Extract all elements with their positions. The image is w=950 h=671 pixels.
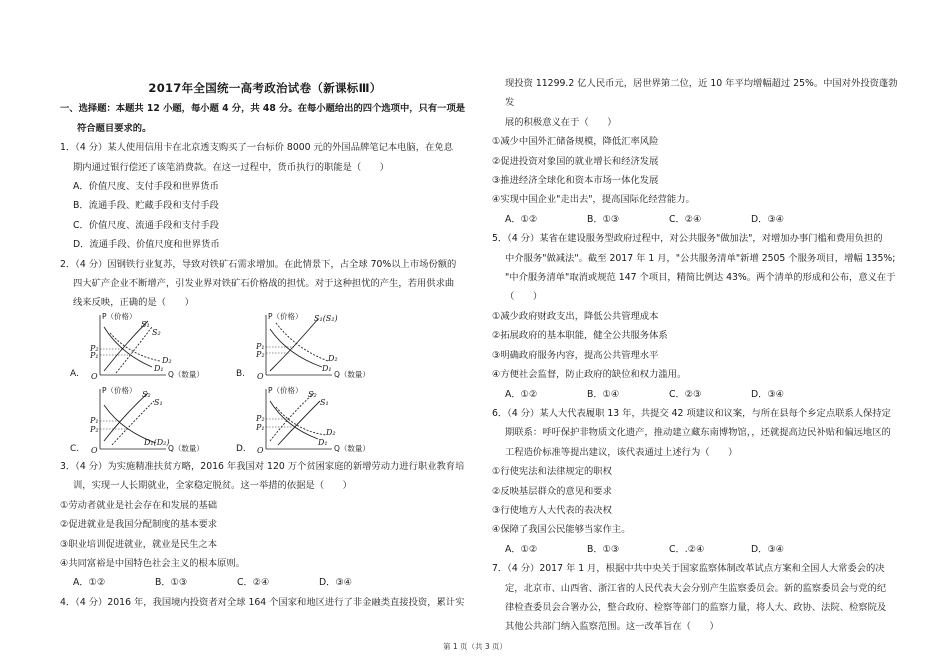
chart-c-label-d1d2: D₁(D₂): [144, 437, 170, 447]
chart-d-x-axis: Q（数量）: [334, 443, 370, 453]
question-4-answer-d: D．③④: [751, 213, 785, 225]
left-column: [60, 74, 470, 612]
question-6-statement-1: ①行使宪法和法律规定的职权: [492, 466, 612, 478]
chart-b-origin: O: [257, 371, 264, 381]
chart-a-label-s2: S₂: [152, 327, 161, 337]
question-7-text-cont: 定，北京市、山西省、浙江省的人民代表大会分别产生监察委员会。新的监察委员会与党的纪: [505, 582, 887, 594]
chart-a-label-d1: D₁: [154, 363, 164, 373]
question-4-answer-c: C．②④: [669, 213, 702, 225]
question-4-statement-2: ②促进投资对象国的就业增长和经济发展: [492, 155, 659, 167]
question-5-answer-c: C．②③: [669, 388, 702, 400]
question-3-answer-c: C．②④: [237, 577, 270, 589]
chart-c-letter: C.: [70, 443, 80, 454]
question-6-answer-c: C．.②④: [669, 543, 705, 555]
question-4-statement-1: ①减少中国外汇储备规模，降低汇率风险: [492, 136, 659, 148]
question-6-answer-d: D．③④: [751, 543, 785, 555]
question-5-text: 5．（4 分）某省在建设服务型政府过程中，对公共服务"做加法"，对增加办事门槛和费用负担的: [492, 233, 883, 245]
question-6-statement-2: ②反映基层群众的意见和要求: [492, 485, 612, 497]
question-3-text-cont: 训，实现一人长期就业，全家稳定脱贫。这一举措的依据是（ ）: [73, 480, 352, 492]
question-5-statement-2: ②拓展政府的基本职能，健全公共服务体系: [492, 330, 668, 342]
question-5-statement-3: ③明确政府服务内容，提高公共管理水平: [492, 349, 659, 361]
question-1-option-c: C．价值尺度、流通手段和支付手段: [73, 219, 219, 231]
page-footer: 第 1 页（共 3 页）: [442, 642, 508, 651]
question-4-answers: [492, 210, 904, 229]
chart-c-label-s1: S₁: [154, 397, 163, 407]
question-3-answer-a: A．①②: [73, 577, 106, 589]
question-6-statement-4: ④保障了我国公民能够当家作主。: [492, 524, 631, 536]
question-4-statement-4: ④实现中国企业"走出去"，提高国际化经营能力。: [492, 194, 695, 206]
question-3-statement-4: ④共同富裕是中国特色社会主义的根本原则。: [60, 557, 245, 569]
chart-c-origin: O: [91, 445, 98, 455]
question-3-answers: [60, 573, 470, 592]
question-6-answer-b: B．①③: [587, 543, 620, 555]
question-5-answer-d: D．③④: [751, 388, 785, 400]
chart-b-x-axis: Q（数量）: [334, 369, 370, 379]
chart-d-label-d1: D₁: [318, 437, 328, 447]
question-7-text-cont3: 其他公共部门纳入监察范围。这一改革旨在（ ）: [505, 621, 719, 633]
question-5-text-cont2: "中介服务清单"取消或规范 147 个项目，精简比例达 43%。两个清单的形成和公布，意义在于: [505, 272, 896, 284]
question-1-option-d: D．流通手段、价值尺度和世界货币: [73, 239, 220, 251]
chart-c-label-s2: S₂: [142, 389, 151, 399]
question-2-text-cont: 四大矿产企业不断增产，引发业界对铁矿石价格战的担忧。对于这种担忧的产生，若用供求曲: [73, 278, 455, 290]
question-2-text: 2．（4 分）因钢铁行业复苏，导致对铁矿石需求增加。在此情景下，占全球 70%以上市场份额的: [60, 258, 457, 270]
chart-b-label-d1: D₁: [322, 363, 332, 373]
chart-c-label-p2: P₂: [90, 424, 99, 434]
question-3-answer-d: D．③④: [319, 577, 353, 589]
chart-d-letter: D.: [236, 443, 246, 454]
question-3-answer-b: B．①③: [155, 577, 188, 589]
question-5-answer-b: B．①④: [587, 388, 620, 400]
question-3-statement-1: ①劳动者就业是社会存在和发展的基础: [60, 499, 218, 511]
question-4-answer-a: A．①②: [505, 213, 538, 225]
question-3-statement-2: ②促进就业是我国分配制度的基本要求: [60, 519, 218, 531]
question-4-answer-b: B．①③: [587, 213, 620, 225]
chart-a-origin: O: [91, 371, 98, 381]
question-2-text-cont2: 线来反映，正确的是（ ）: [73, 297, 194, 309]
chart-a-label-p1: P₁: [90, 350, 99, 360]
chart-d-origin: O: [257, 445, 264, 455]
chart-d-label-s1: S₁: [320, 397, 329, 407]
right-column: [492, 74, 904, 637]
question-1-text-cont: 期内通过银行偿还了该笔消费款。在这一过程中，货币执行的职能是（ ）: [73, 161, 390, 173]
chart-d-label-p2: P₂: [256, 413, 265, 423]
question-6-text: 6．（4 分）某人大代表履职 13 年，共提交 42 项建议和议案，与所在县每个乡定点联系人保持定: [492, 407, 891, 419]
question-5-statement-4: ④方便社会监督，防止政府的缺位和权力滥用。: [492, 369, 687, 381]
question-5-text-cont3: （ ）: [505, 291, 543, 303]
question-5-text-cont: 中介服务"做减法"。截至 2017 年 1 月，"公共服务清单"新增 2505 个服务项目，增幅 135%;: [505, 252, 896, 264]
question-1-text: 1．（4 分）某人使用信用卡在北京透支购买了一台标价 8000 元的外国品牌笔记本电脑，在免息: [60, 142, 453, 154]
question-1-option-a: A．价值尺度、支付手段和世界货币: [73, 181, 219, 193]
question-6-text-cont2: 工程造价标准等提出建议，该代表通过上述行为（ ）: [505, 446, 738, 458]
chart-b-y-axis: P（价格）: [268, 311, 303, 321]
chart-d-y-axis: P（价格）: [268, 385, 303, 395]
chart-b-label-p2: P₂: [256, 349, 265, 359]
question-5-answer-a: A．①②: [505, 388, 538, 400]
chart-c-y-axis: P（价格）: [102, 385, 137, 395]
chart-c-x-axis: Q（数量）: [168, 443, 204, 453]
section-heading: 一、选择题：本题共 12 小题，每小题 4 分，共 48 分。在每小题给出的四个选项中，只有一项是: [60, 103, 466, 115]
question-3-statement-3: ③职业培训促进就业，就业是民生之本: [60, 538, 218, 550]
question-4-text-cont2: 展的积极意义在于（ ）: [505, 116, 617, 128]
supply-demand-charts: [70, 313, 400, 457]
chart-a-x-axis: Q（数量）: [168, 369, 204, 379]
question-6-answers: [492, 540, 904, 559]
question-1-option-b: B．流通手段、贮藏手段和支付手段: [73, 200, 219, 212]
chart-a-y-axis: P（价格）: [102, 311, 137, 321]
chart-a-label-p2: P₂: [90, 343, 99, 353]
chart-d-label-s2: S₂: [308, 389, 317, 399]
page-title: 2017年全国统一高考政治试卷（新课标Ⅲ）: [148, 81, 382, 95]
chart-a-label-d2: D₂: [162, 355, 172, 365]
question-5-statement-1: ①减少政府财政支出，降低公共管理成本: [492, 310, 659, 322]
chart-b-label-s1s2: S₁(S₂): [314, 313, 338, 323]
question-6-statement-3: ③行使地方人大代表的表决权: [492, 504, 612, 516]
chart-a-label-s1: S₁: [141, 319, 150, 329]
question-4-text-cont: 现投资 11299.2 亿人民币元，居世界第二位，近 10 年平均增幅超过 25%。中国对外投资蓬勃发: [505, 78, 898, 109]
chart-d-label-p1: P₁: [256, 422, 265, 432]
chart-b-label-d2: D₂: [328, 353, 338, 363]
question-5-answers: [492, 385, 904, 404]
question-3-text: 3．（4 分）为实施精准扶贫方略，2016 年我国对 120 万个贫困家庭的新增劳动力进行职业教育培: [60, 460, 465, 472]
question-4-statement-3: ③推进经济全球化和资本市场一体化发展: [492, 175, 659, 187]
question-7-text: 7．（4 分）2017 年 1 月，根据中共中央关于国家监察体制改革试点方案和全国人大常委会的决: [492, 563, 885, 575]
question-7-text-cont2: 律检查委员会合署办公，整合政府、检察等部门的监察力量，将人大、政协、法院、检察院及: [505, 601, 887, 613]
chart-a-letter: A.: [70, 368, 79, 379]
question-6-text-cont: 期联系：呼吁保护非物质文化遗产，推动建立藏东南博物馆，，还就提高边民补贴和偏远地区的: [505, 427, 891, 439]
chart-b-letter: B.: [236, 368, 246, 379]
section-heading-cont: 符合题目要求的。: [77, 122, 152, 134]
chart-b-label-p1: P₁: [256, 341, 265, 351]
question-6-answer-a: A．①②: [505, 543, 538, 555]
chart-d-label-d2: D₂: [326, 427, 336, 437]
chart-c-label-p1: P₁: [90, 415, 99, 425]
question-4-text: 4．（4 分）2016 年，我国境内投资者对全球 164 个国家和地区进行了非金融类直接投资，累计实: [60, 596, 465, 608]
